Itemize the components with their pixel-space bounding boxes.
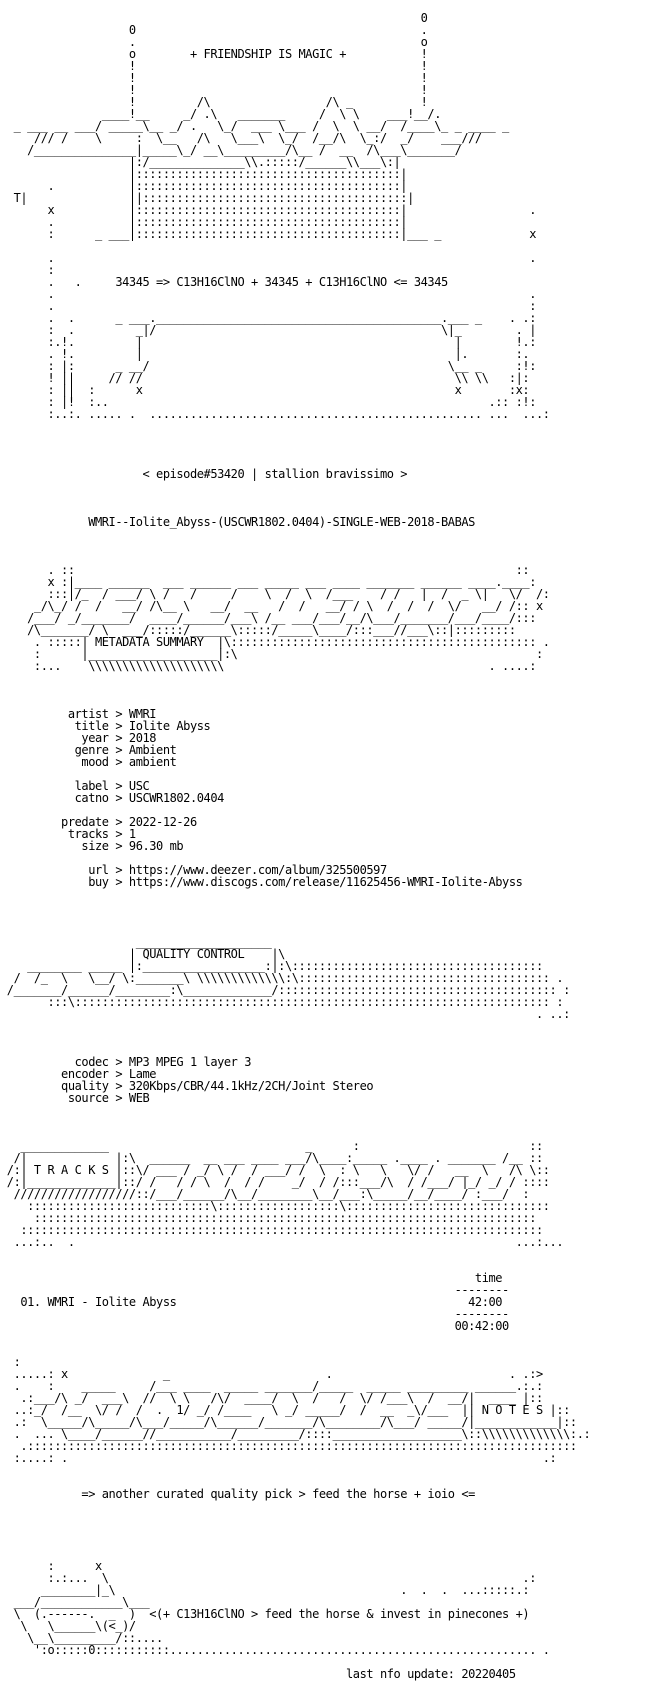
nfo-line xyxy=(0,492,648,504)
nfo-line: :....: . .: xyxy=(0,1451,557,1465)
nfo-line: ____________________ xyxy=(0,935,272,949)
nfo-line: \ (.------. _ ) <(+ C13H16ClNO > feed the horse & invest in pinecones +) xyxy=(0,1607,530,1621)
nfo-line: x |:::::::::::::::::::::::::::::::::::::::| . xyxy=(0,203,536,217)
nfo-line: ________ _____ |:__________________:|:\::::::::::::::::::::::::::::::::::::: xyxy=(0,959,543,973)
nfo-line: ________|_\ . . . ...:::::.: xyxy=(0,1583,530,1597)
nfo-line: \ \______\(<_)/ xyxy=(0,1619,150,1633)
nfo-line: /_______________|_____\_/ __\_________/\__ / __ /\___\_______/ xyxy=(0,143,462,157)
nfo-line xyxy=(0,1104,648,1116)
nfo-line: /// / \ : \__ /\ \___\ \_/ /__/\ \_:/ _/ ___/// xyxy=(0,131,489,145)
nfo-line: _ ___ __ ___/ _____\__ _/ . \_/ ___ \___ / \ \ __/ /____\_ _ ____ _ xyxy=(0,119,509,133)
nfo-line: .: \_____/\_____/\___/_____/\______/_______/\________/\___/ _____/|____________|:: xyxy=(0,1415,577,1429)
nfo-line: . . 34345 => C13H16ClNO + 34345 + C13H16ClNO <= 34345 xyxy=(0,275,509,289)
nfo-line: quality > 320Kbps/CBR/44.1kHz/2CH/Joint Stereo xyxy=(0,1079,374,1093)
nfo-line: ! ! xyxy=(0,59,428,73)
nfo-line: buy > https://www.discogs.com/release/11625456-WMRI-Iolite-Abyss xyxy=(0,875,523,889)
nfo-line: . . _ ___.__________________________________________.___ _ . .: xyxy=(0,311,536,325)
nfo-line: => another curated quality pick > feed the horse + ioio <= xyxy=(0,1487,475,1501)
nfo-line: 01. WMRI - Iolite Abyss 42:00 xyxy=(0,1295,503,1309)
nfo-line: . :::::| METADATA SUMMARY |\::::::::::::::::::::::::::::::::::::::::::::: . xyxy=(0,635,550,649)
nfo-line: time xyxy=(0,1271,503,1285)
nfo-line: size > 96.30 mb xyxy=(0,839,184,853)
nfo-line: -------- xyxy=(0,1283,509,1297)
nfo-line: :.!. | | !.: xyxy=(0,335,536,349)
nfo-line: |:::::::::::::::::::::::::::::::::::::::| xyxy=(0,167,408,181)
nfo-line: /:| T R A C K S |::\/ ___ / _/ \ / / ___/ / \ : \ \ \/ / __ \ /\ \:: xyxy=(0,1163,550,1177)
nfo-line: x :|____ ______ ___ ______ ___ _____ ___ ____ _______ ______ ____.____: xyxy=(0,575,536,589)
nfo-line: 00:42:00 xyxy=(0,1319,509,1333)
nfo-line: ::::::::::::::::::::::::::::::::::::::::::::::::::::::::::::::::::::::::::::: xyxy=(0,1223,543,1237)
nfo-line: : x xyxy=(0,1559,102,1573)
nfo-line: :..:. ..... . ................................................. ... ...: xyxy=(0,407,550,421)
nfo-line xyxy=(0,540,648,552)
nfo-line: . : xyxy=(0,299,536,313)
nfo-line xyxy=(0,912,648,924)
nfo-line xyxy=(0,1500,648,1512)
nfo-line: : _ ___|:::::::::::::::::::::::::::::::::::::::|___ _ x xyxy=(0,227,536,241)
nfo-line: : |___________________|:\ : xyxy=(0,647,543,661)
nfo-line: : || : x x :x: xyxy=(0,383,530,397)
nfo-line xyxy=(0,1464,648,1476)
nfo-line: /\_______/ \ ___/:::::/______\:::::/_____\____/:::___//___\::|::::::::: xyxy=(0,623,516,637)
nfo-line: | QUALITY CONTROL |\ xyxy=(0,947,285,961)
nfo-line: encoder > Lame xyxy=(0,1067,157,1081)
nfo-line xyxy=(0,1656,648,1668)
nfo-line: ! || // // \\ \\ :|: xyxy=(0,371,530,385)
nfo-line: mood > ambient xyxy=(0,755,177,769)
nfo-line: .....: x _ . . .:> xyxy=(0,1367,543,1381)
nfo-line xyxy=(0,900,648,912)
nfo-line: . ..: xyxy=(0,1007,570,1021)
nfo-line xyxy=(0,420,648,432)
nfo-line: ! /\ /\ _ ! xyxy=(0,95,428,109)
nfo-line: ...:.. . ...:... xyxy=(0,1235,564,1249)
nfo-line: :::\:::::::::::::::::::::::::::::::::::::::::::::::::::::::::::::::::::::: : xyxy=(0,995,564,1009)
nfo-line xyxy=(0,432,648,444)
nfo-line: url > https://www.deezer.com/album/325500597 xyxy=(0,863,387,877)
nfo-line xyxy=(0,672,648,684)
nfo-line: ..:_/ /__ \/ / / . 1/ _/ /____ \ _/ _____/ / __ _\/___ || N O T E S |:: xyxy=(0,1403,570,1417)
nfo-line: T| ||:::::::::::::::::::::::::::::::::::::::| xyxy=(0,191,414,205)
nfo-line: year > 2018 xyxy=(0,731,157,745)
nfo-line: source > WEB xyxy=(0,1091,150,1105)
nfo-line: ':o:::::0:::::::::::...................................................... . xyxy=(0,1643,550,1657)
nfo-line: : xyxy=(0,263,530,277)
nfo-line xyxy=(0,888,648,900)
nfo-line xyxy=(0,684,648,696)
nfo-line: predate > 2022-12-26 xyxy=(0,815,197,829)
nfo-line: artist > WMRI xyxy=(0,707,157,721)
nfo-line: codec > MP3 MPEG 1 layer 3 xyxy=(0,1055,252,1069)
nfo-line: : |: _ __/ \__ _ :!: xyxy=(0,359,536,373)
nfo-line: . ... \____/______//___________/_________/::::___________________\::\\\\\\\\\\\\\:.: xyxy=(0,1427,591,1441)
nfo-line xyxy=(0,1536,648,1548)
nfo-line: catno > USCWR1802.0404 xyxy=(0,791,224,805)
nfo-line: .:___/\ _/ ___\ // \ \ /\/ ____/ \ / / \/ /___\ / __/| ____ |:: xyxy=(0,1391,543,1405)
nfo-line xyxy=(0,1116,648,1128)
nfo-line: : |! :.. .:: :!: xyxy=(0,395,536,409)
nfo-line: . . xyxy=(0,251,536,265)
nfo-line: _____________ _ : :: xyxy=(0,1139,543,1153)
nfo-line: tracks > 1 xyxy=(0,827,136,841)
nfo-line: _/\_/ / / __/ /\__ \ __/ __ / / __/ / \ / / / \/ __/ /:: x xyxy=(0,599,543,613)
nfo-line: :... \\\\\\\\\\\\\\\\\\\\ . ....: xyxy=(0,659,536,673)
nfo-line xyxy=(0,1512,648,1524)
nfo-line: . :: :: xyxy=(0,563,530,577)
nfo-line xyxy=(0,1032,648,1044)
nfo-line: WMRI--Iolite_Abyss-(USCWR1802.0404)-SINGLE-WEB-2018-BABAS xyxy=(0,515,475,529)
nfo-line xyxy=(0,1548,648,1560)
nfo-line: . o xyxy=(0,35,428,49)
nfo-line: //////////////////::/___/______/\__/________\__/___:\_____/__/____/ :___/ : xyxy=(0,1187,530,1201)
nfo-line: title > Iolite Abyss xyxy=(0,719,211,733)
nfo-line xyxy=(0,528,648,540)
nfo-line: genre > Ambient xyxy=(0,743,177,757)
nfo-line: -------- xyxy=(0,1307,509,1321)
nfo-line xyxy=(0,1020,648,1032)
nfo-line: \__\_________/::.... xyxy=(0,1631,163,1645)
nfo-line: |:/______________\\.:::::/______\\___\:| xyxy=(0,155,401,169)
nfo-line: ___/____________\___ xyxy=(0,1595,150,1609)
nfo-line: . |:::::::::::::::::::::::::::::::::::::::| xyxy=(0,179,408,193)
nfo-line: 0 xyxy=(0,11,428,25)
nfo-line: ! ! xyxy=(0,71,428,85)
nfo-line: /___/ _/_______/ ____/______/___\ /__ ___/___/__/\___/_______/___/____/::: xyxy=(0,611,536,625)
nfo-line xyxy=(0,1344,648,1356)
nfo-line: :::|/_ / ___/ \ / / / \ / \ /___ / / | / _ \| \/ /: xyxy=(0,587,550,601)
nfo-line: o + FRIENDSHIP IS MAGIC + ! xyxy=(0,47,428,61)
nfo-line xyxy=(0,1332,648,1344)
nfo-line: 0 . xyxy=(0,23,428,37)
nfo-line: label > USC xyxy=(0,779,150,793)
nfo-line xyxy=(0,1524,648,1536)
nfo-line: . . xyxy=(0,287,536,301)
nfo-line: /| |:\ ______ __ ___ ____ ___/\____:_____ .____ . _______ /__ :: xyxy=(0,1151,543,1165)
nfo-line xyxy=(0,444,648,456)
nfo-line: . !. | |. :. xyxy=(0,347,530,361)
nfo-line: : . _|/ \|_ . | xyxy=(0,323,536,337)
nfo-line: :::::::::::::::::::::::::::\::::::::::::::::::\:::::::::::::::::::::::::::::: xyxy=(0,1199,550,1213)
nfo-line: . |:::::::::::::::::::::::::::::::::::::::| xyxy=(0,215,408,229)
nfo-line xyxy=(0,480,648,492)
nfo-line: ____!__ _/ .\ _______ / \ \ ___!__/. xyxy=(0,107,442,121)
nfo-line: : xyxy=(0,1355,21,1369)
nfo-line: last nfo update: 20220405 xyxy=(0,1667,516,1681)
nfo-line xyxy=(0,1248,648,1260)
nfo-line: :.:... \ .: xyxy=(0,1571,536,1585)
nfo-line: / /_ \ \__/ \:_______\ \\\\\\\\\\\\\:\::::::::::::::::::::::::::::::::::::: . xyxy=(0,971,564,985)
nfo-line: .::::::::::::::::::::::::::::::::::::::::::::::::::::::::::::::::::::::::::::::::: xyxy=(0,1439,577,1453)
nfo-line: . : _____ /___ ____ _____ _______/_____ _____ _________ ______.:.: xyxy=(0,1379,543,1393)
nfo-line: /_______/______/________:\_____________/::::::::::::::::::::::::::::::::::::::::: : xyxy=(0,983,570,997)
nfo-line: :::::::::::::::::::::::::::::::::::::::::::::::::::::::::::::::::::::::::: xyxy=(0,1211,536,1225)
nfo-line: /:|_____________|::/ / / / \ / / / _/ / /:::___/\ / /___/ |_/ _/ / :::: xyxy=(0,1175,550,1189)
nfo-line: < episode#53420 | stallion bravissimo > xyxy=(0,467,408,481)
nfo-line: ! ! xyxy=(0,83,428,97)
